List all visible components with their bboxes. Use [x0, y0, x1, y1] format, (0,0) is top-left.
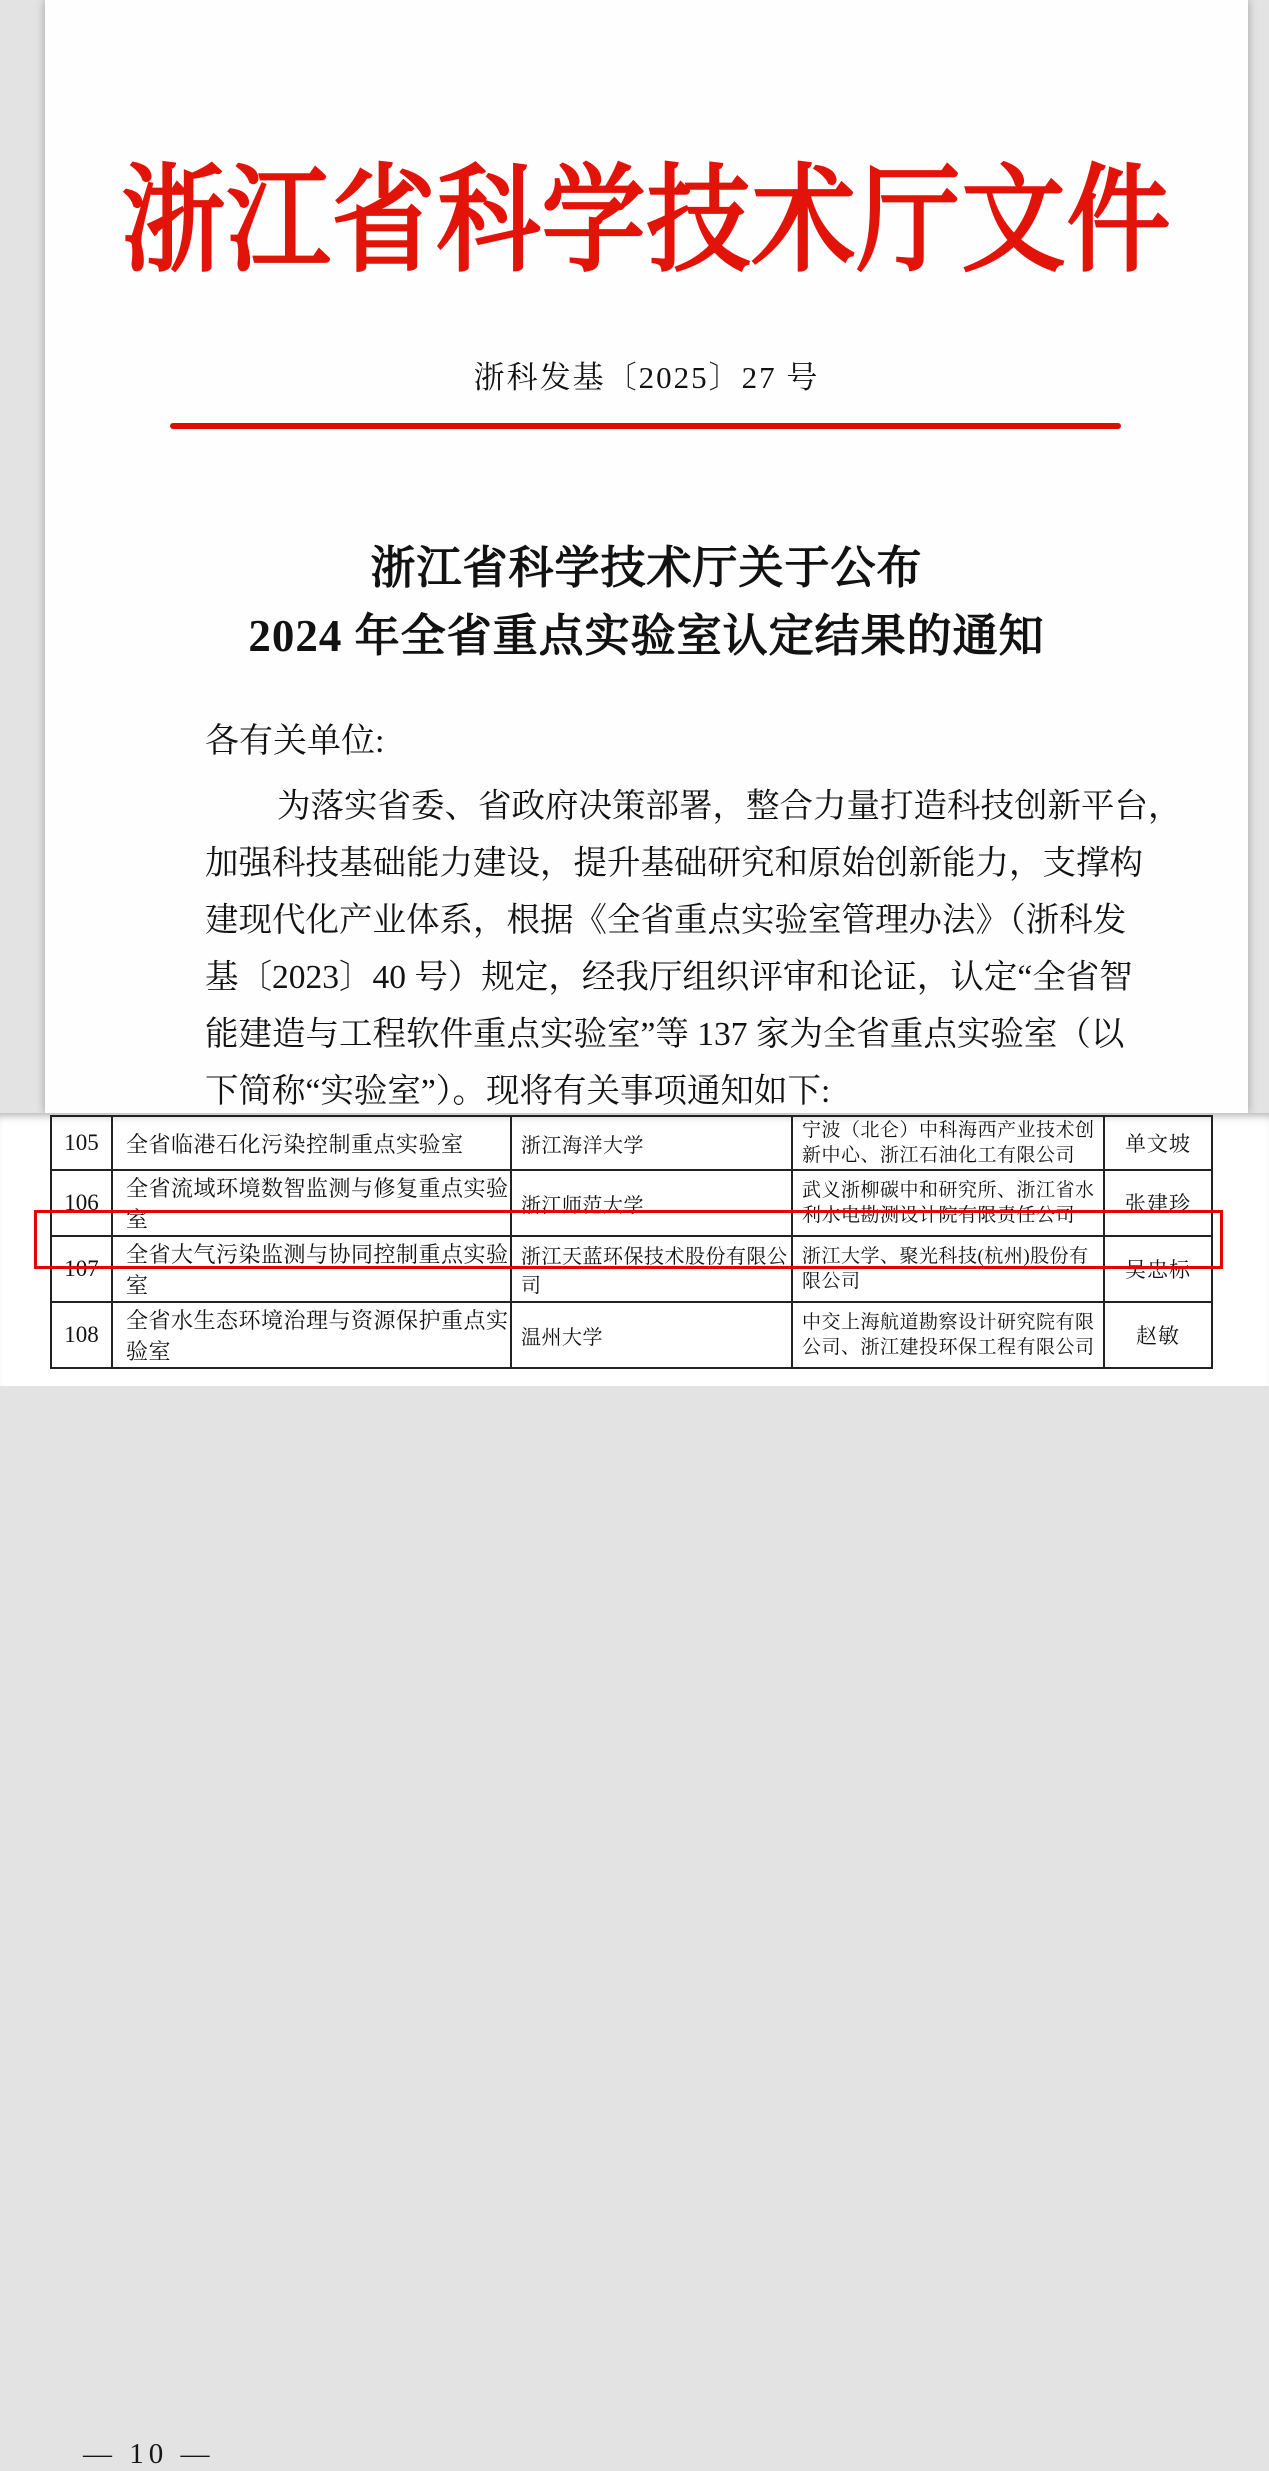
row-number-cell: 108 [51, 1302, 112, 1368]
document-background [0, 0, 1269, 1113]
body-line: 基〔2023〕40 号）规定，经我厅组织评审和论证，认定“全省智 [205, 959, 1133, 996]
director-cell: 吴忠标 [1104, 1236, 1212, 1302]
body-line: 能建造与工程软件重点实验室”等 137 家为全省重点实验室（以 [205, 1016, 1125, 1053]
notice-title-line1: 浙江省科学技术厅关于公布 [370, 543, 923, 593]
page-number: — 10 — [83, 2438, 215, 2470]
director-cell: 张建珍 [1104, 1170, 1212, 1236]
body-paragraph [205, 778, 1182, 1120]
table-row [51, 1302, 1212, 1368]
body-line: 加强科技基础能力建设，提升基础研究和原始创新能力，支撑构 [205, 845, 1143, 882]
lab-name-cell: 全省大气污染监测与协同控制重点实验室 [112, 1236, 511, 1302]
institution-cell: 浙江海洋大学 [511, 1116, 792, 1170]
letterhead-separator-line [170, 423, 1121, 429]
director-cell: 单文坡 [1104, 1116, 1212, 1170]
notice-title-line2: 2024 年全省重点实验室认定结果的通知 [248, 611, 1045, 661]
row-number-cell: 106 [51, 1170, 112, 1236]
body-line: 建现代化产业体系，根据《全省重点实验室管理办法》（浙科发 [205, 902, 1127, 939]
body-line: 下简称“实验室”）。现将有关事项通知如下: [205, 1073, 831, 1110]
agency-letterhead-title: 浙江省科学技术厅文件 [121, 157, 1172, 287]
partner-units-cell: 浙江大学、聚光科技(杭州)股份有限公司 [792, 1236, 1104, 1302]
institution-cell: 温州大学 [511, 1302, 792, 1368]
lab-name-cell: 全省流域环境数智监测与修复重点实验室 [112, 1170, 511, 1236]
director-cell: 赵敏 [1104, 1302, 1212, 1368]
row-number-cell: 107 [51, 1236, 112, 1302]
results-table-section [0, 1113, 1269, 2470]
partner-units-cell: 武义浙柳碳中和研究所、浙江省水利水电勘测设计院有限责任公司 [792, 1170, 1104, 1236]
lab-name-cell: 全省临港石化污染控制重点实验室 [112, 1116, 511, 1170]
partner-units-cell: 中交上海航道勘察设计研究院有限公司、浙江建投环保工程有限公司 [792, 1302, 1104, 1368]
table-row [51, 1170, 1212, 1236]
institution-cell: 浙江师范大学 [511, 1170, 792, 1236]
lab-name-cell: 全省水生态环境治理与资源保护重点实验室 [112, 1302, 511, 1368]
document-page-sheet [45, 0, 1248, 1113]
document-number: 浙科发基〔2025〕27 号 [473, 360, 820, 395]
table-row-highlighted [51, 1236, 1212, 1302]
partner-units-cell: 宁波（北仑）中科海西产业技术创新中心、浙江石油化工有限公司 [792, 1116, 1104, 1170]
body-line: 为落实省委、省政府决策部署，整合力量打造科技创新平台， [277, 788, 1182, 825]
row-number-cell: 105 [51, 1116, 112, 1170]
salutation: 各有关单位: [205, 723, 385, 760]
lab-results-table [50, 1115, 1213, 1369]
table-row [51, 1116, 1212, 1170]
institution-cell: 浙江天蓝环保技术股份有限公司 [511, 1236, 792, 1302]
